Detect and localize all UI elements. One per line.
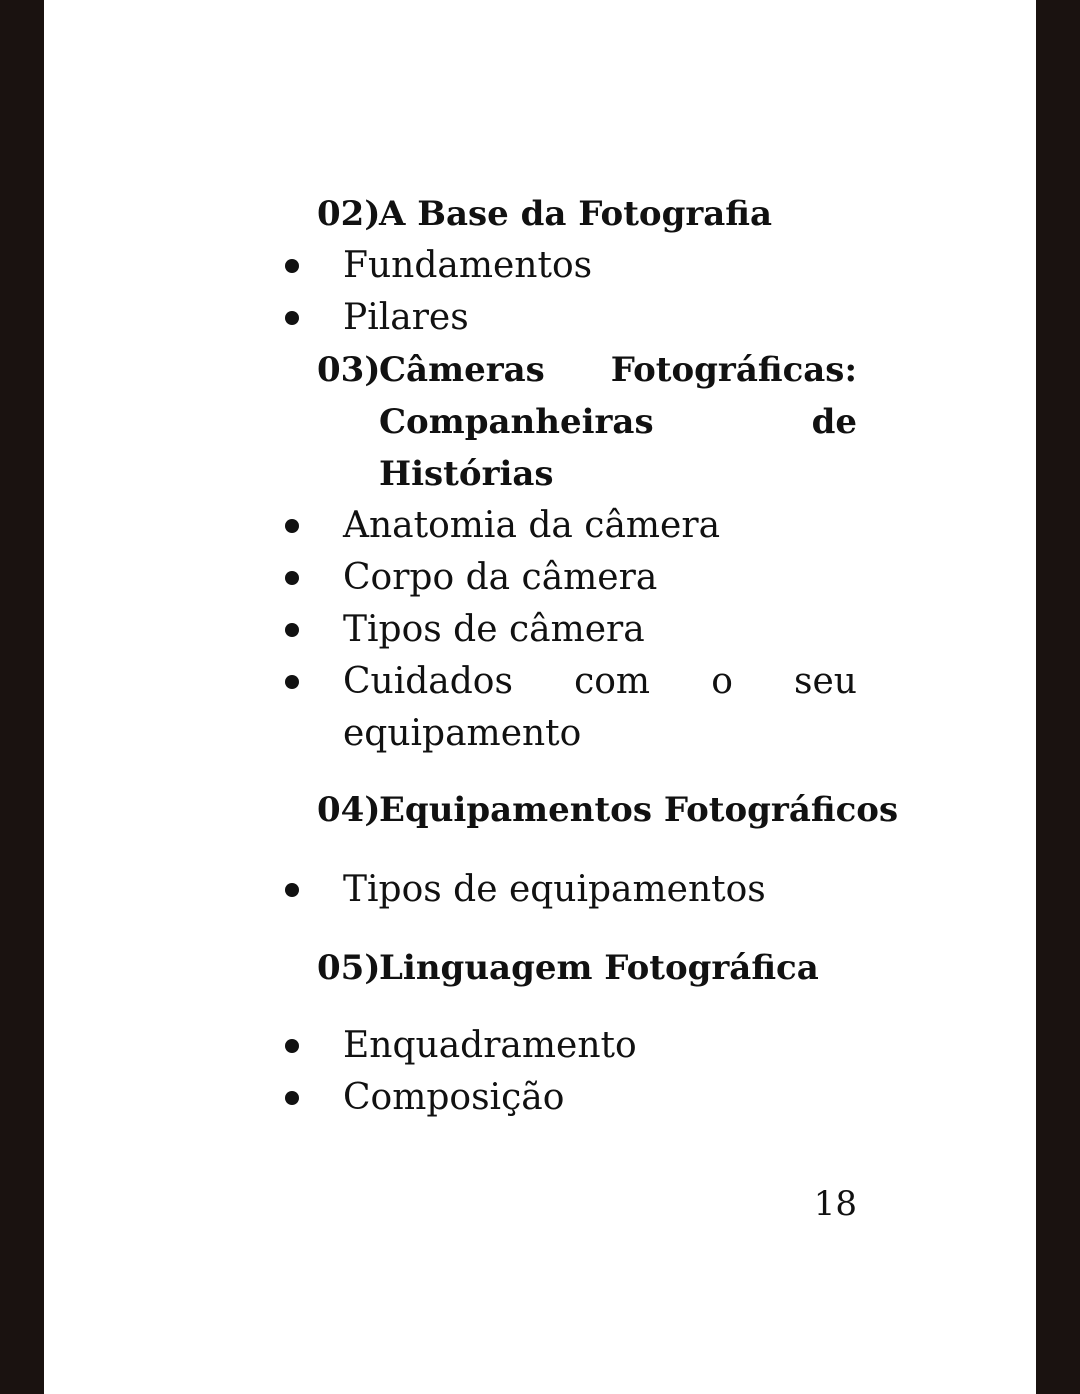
bullet-icon [285, 1039, 299, 1053]
list-item-word: o [711, 661, 733, 702]
list-item-label: Anatomia da câmera [343, 505, 721, 546]
section-03-heading-line-1 [317, 344, 857, 396]
bullet-icon [285, 1091, 299, 1105]
bullet-icon [285, 259, 299, 273]
section-05-number: 05) [317, 948, 381, 988]
list-item-word: Cuidados [343, 661, 513, 702]
list-item [285, 656, 857, 760]
list-item-label: Composição [343, 1077, 565, 1118]
section-03-heading-line-2 [317, 396, 857, 448]
list-item-label: Fundamentos [343, 245, 593, 286]
bullet-icon [285, 571, 299, 585]
section-03-title-word: de [811, 402, 857, 442]
section-03-number: 03) [317, 350, 381, 390]
section-05-heading [317, 942, 857, 994]
list-item-label: Enquadramento [343, 1025, 637, 1066]
list-item-word: com [574, 661, 651, 702]
section-03-title-word: Fotográficas: [610, 350, 857, 390]
list-item-line-2 [343, 708, 857, 760]
section-05-title: Linguagem Fotográfica [379, 948, 819, 988]
section-03-heading-line-3 [317, 448, 857, 500]
list-item-line-1 [343, 656, 857, 708]
book-page [44, 0, 1036, 1394]
list-item-label: Pilares [343, 297, 469, 338]
section-04-number: 04) [317, 790, 381, 830]
section-03-heading [317, 344, 857, 500]
list-item-label: Corpo da câmera [343, 557, 658, 598]
section-02-heading [317, 188, 857, 240]
section-03-title-word: Companheiras [379, 402, 654, 442]
section-02-title: A Base da Fotografia [379, 194, 773, 234]
bullet-icon [285, 675, 299, 689]
list-item-word: seu [794, 661, 857, 702]
table-of-contents [44, 0, 1036, 1394]
section-04-title: Equipamentos Fotográficos [379, 790, 899, 830]
section-03-title-word: Câmeras [379, 350, 545, 390]
section-03-title-word: Histórias [379, 454, 554, 494]
list-item-label: Tipos de câmera [343, 609, 645, 650]
bullet-icon [285, 883, 299, 897]
section-04-heading [317, 784, 899, 836]
list-item-label: Tipos de equipamentos [343, 869, 766, 910]
list-item-word: equipamento [343, 713, 582, 754]
bullet-icon [285, 311, 299, 325]
page-number: 18 [813, 1184, 857, 1224]
bullet-icon [285, 519, 299, 533]
section-02-number: 02) [317, 194, 381, 234]
bullet-icon [285, 623, 299, 637]
